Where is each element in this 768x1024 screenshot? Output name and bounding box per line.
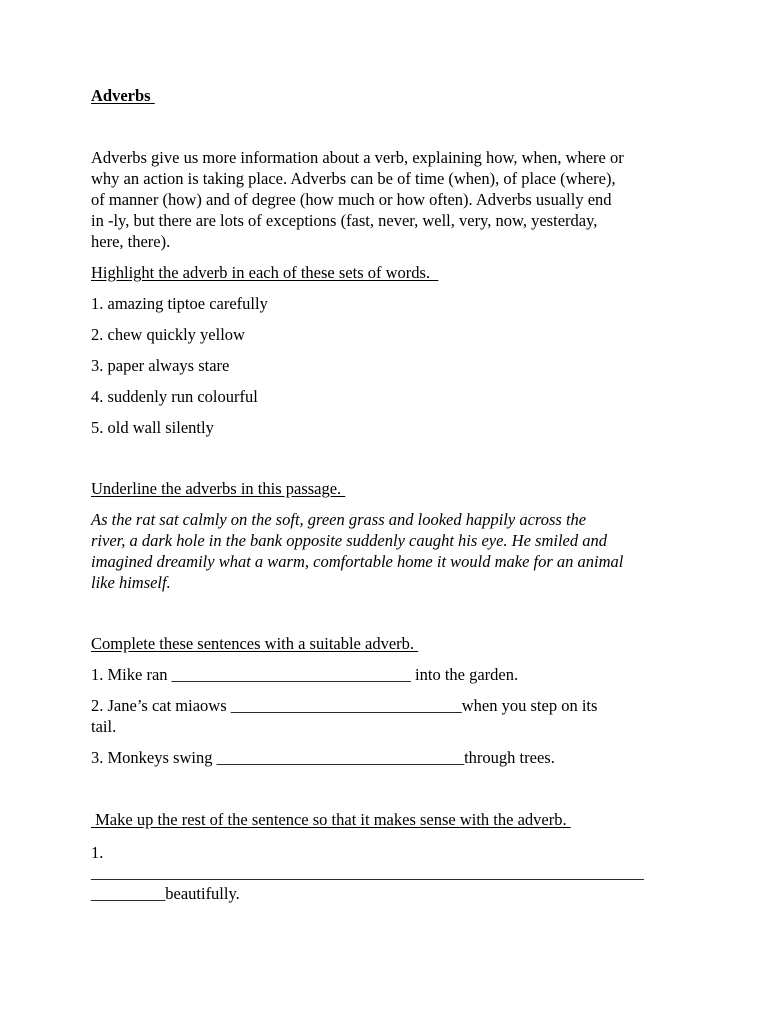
passage-line: river, a dark hole in the bank opposite suddenly caught his eye. He smiled and [91, 531, 607, 550]
intro-line: of manner (how) and of degree (how much or how often). Adverbs usually end [91, 190, 612, 209]
word-set-item: 5. old wall silently [91, 418, 214, 437]
word-set-item: 2. chew quickly yellow [91, 325, 245, 344]
word-set-item: 3. paper always stare [91, 356, 230, 375]
intro-line: here, there). [91, 232, 171, 251]
complete-heading: Complete these sentences with a suitable adverb. [91, 634, 419, 653]
sentence-item: 1. Mike ran _____________________________ into the garden. [91, 665, 519, 684]
sentence-item: 2. Jane’s cat miaows ____________________________when you step on its [91, 696, 598, 715]
sentence-item: _________beautifully. [91, 884, 240, 903]
word-set-item: 4. suddenly run colourful [91, 387, 258, 406]
sentence-item: tail. [91, 717, 117, 736]
highlight-heading: Highlight the adverb in each of these sets of words. [91, 263, 439, 282]
word-set-item: 1. amazing tiptoe carefully [91, 294, 268, 313]
intro-line: Adverbs give us more information about a verb, explaining how, when, where or [91, 148, 624, 167]
make-up-heading: Make up the rest of the sentence so that it makes sense with the adverb. [91, 810, 571, 829]
answer-blank-line: ___________________________________________________________________ [91, 863, 644, 882]
passage-line: imagined dreamily what a warm, comfortable home it would make for an animal [91, 552, 624, 571]
sentence-item: 1. [91, 843, 104, 862]
page-title: Adverbs [91, 86, 155, 105]
intro-line: why an action is taking place. Adverbs can be of time (when), of place (where), [91, 169, 616, 188]
intro-line: in -ly, but there are lots of exceptions (fast, never, well, very, now, yesterday, [91, 211, 598, 230]
passage-line: like himself. [91, 573, 171, 592]
underline-heading: Underline the adverbs in this passage. [91, 479, 346, 498]
passage-line: As the rat sat calmly on the soft, green grass and looked happily across the [91, 510, 587, 529]
sentence-item: 3. Monkeys swing ______________________________through trees. [91, 748, 555, 767]
